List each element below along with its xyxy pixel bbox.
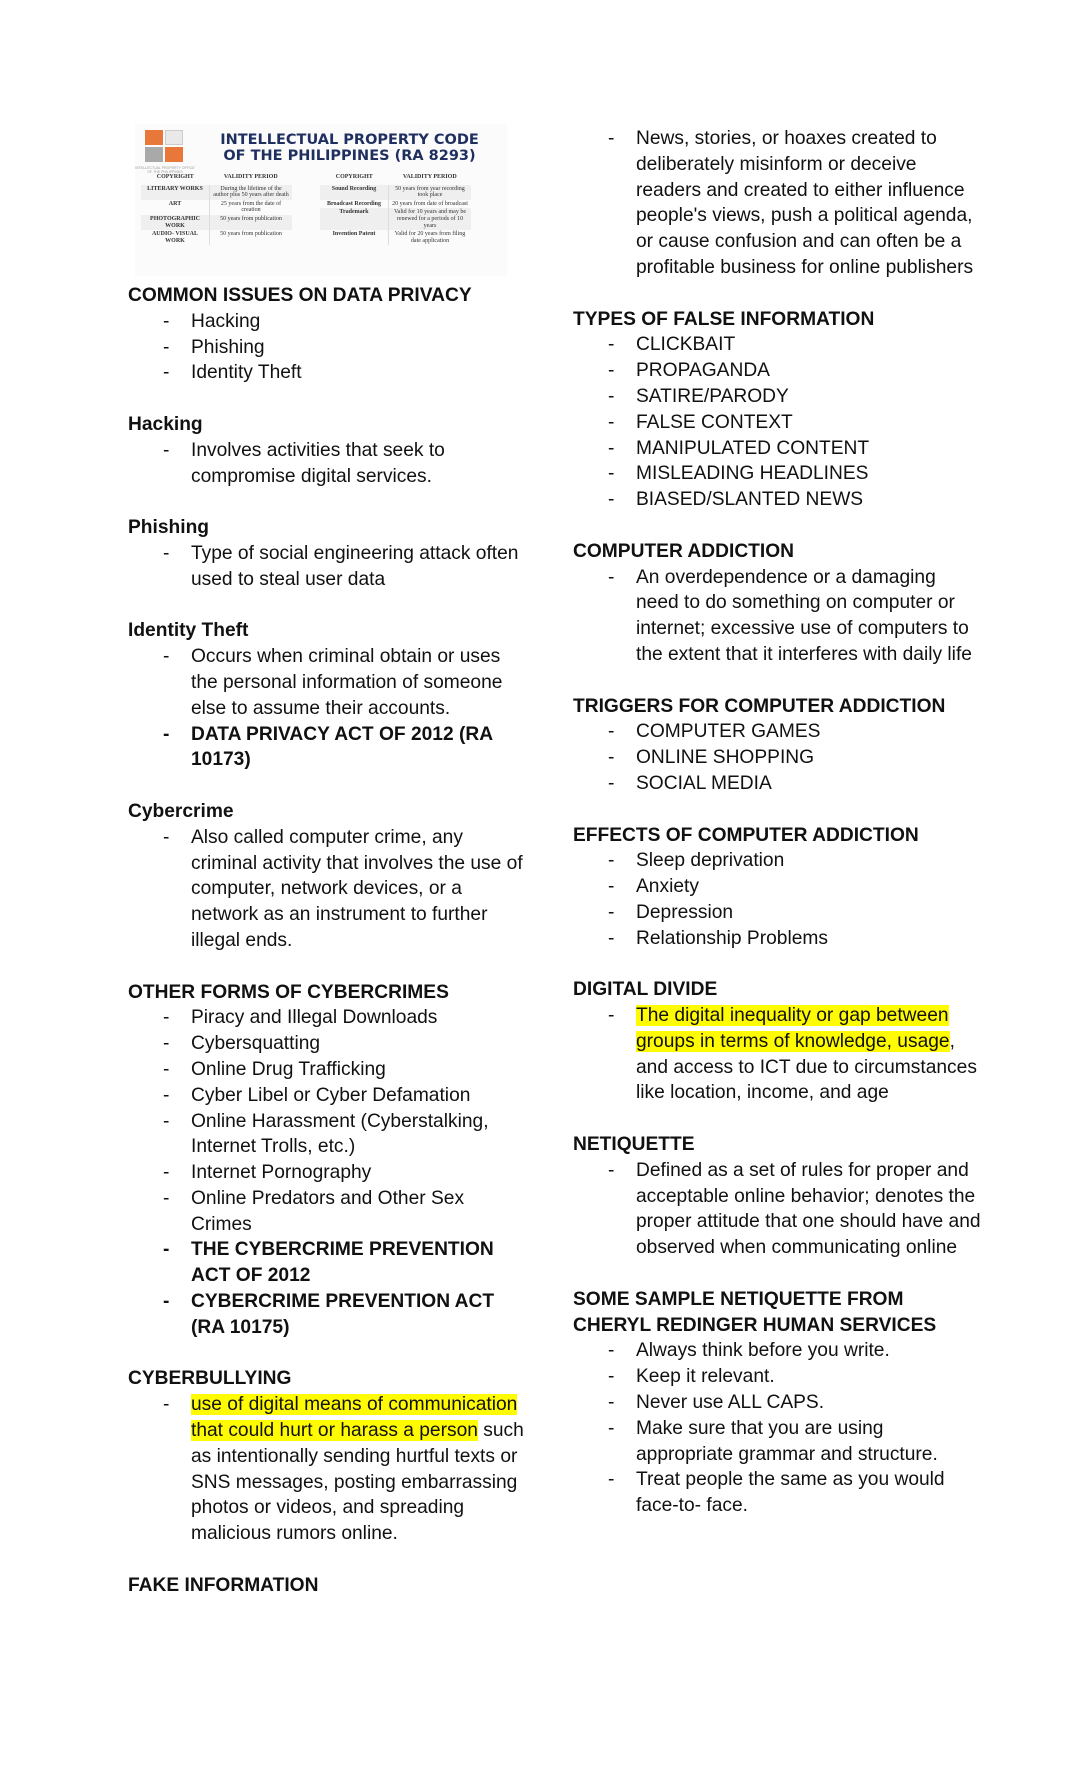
heading-other-forms: OTHER FORMS OF CYBERCRIMES (128, 981, 449, 1003)
list-item: - FALSE CONTEXT (636, 410, 983, 436)
list-item: - MANIPULATED CONTENT (636, 436, 983, 462)
list-item: - BIASED/SLANTED NEWS (636, 487, 983, 513)
list-item: - Make sure that you are using appropriate grammar and structure. (636, 1416, 983, 1468)
heading-fake-information: FAKE INFORMATION (128, 1574, 319, 1596)
highlighted-text: The digital inequality or gap between groups in terms of knowledge, usage (636, 1005, 950, 1052)
list-item: - MISLEADING HEADLINES (636, 461, 983, 487)
list-item: - Keep it relevant. (636, 1364, 983, 1390)
list-item: - Hacking (191, 309, 528, 335)
heading-digital-divide: DIGITAL DIVIDE (573, 979, 718, 1001)
list-item: - Never use ALL CAPS. (636, 1390, 983, 1416)
list-item: - Online Harassment (Cyberstalking, Internet Trolls, etc.) (191, 1109, 528, 1161)
list-item-law: - THE CYBERCRIME PREVENTION ACT OF 2012 (191, 1237, 528, 1289)
list-item: - An overdependence or a damaging need to do something on computer or internet; excessive use of computers to the extent that it interferes with daily life (636, 565, 983, 668)
list-item: - PROPAGANDA (636, 358, 983, 384)
heading-triggers: TRIGGERS FOR COMPUTER ADDICTION (573, 695, 946, 717)
highlighted-text: use of digital means of communication that could hurt or harass a person (191, 1394, 518, 1442)
heading-common-issues: COMMON ISSUES ON DATA PRIVACY (128, 285, 472, 306)
heading-sample-netiquette: SOME SAMPLE NETIQUETTE FROM CHERYL REDINGER HUMAN SERVICES (573, 1288, 937, 1336)
list-item: - Also called computer crime, any criminal activity that involves the use of computer, network devices, or a network as an instrument to further illegal ends. (191, 825, 528, 954)
list-item: - Depression (636, 900, 983, 926)
list-item: - Internet Pornography (191, 1160, 528, 1186)
heading-cyberbullying: CYBERBULLYING (128, 1368, 292, 1390)
heading-hacking: Hacking (128, 413, 203, 435)
list-item: - SOCIAL MEDIA (636, 771, 983, 797)
list-item: - Occurs when criminal obtain or uses the personal information of someone else to assume their accounts. (191, 644, 528, 721)
left-column (128, 283, 528, 1599)
heading-identity-theft: Identity Theft (128, 620, 249, 642)
list-item: - The digital inequality or gap between groups in terms of knowledge, usage, and access to ICT due to circumstances like location, income, and age (636, 1003, 983, 1106)
heading-netiquette: NETIQUETTE (573, 1134, 695, 1156)
list-item: - News, stories, or hoaxes created to deliberately misinform or deceive readers and created to either influence people's views, push a political agenda, or cause confusion and can often be a profitable business for online publishers (636, 126, 983, 281)
list-item: - COMPUTER GAMES (636, 719, 983, 745)
list-item-law: - CYBERCRIME PREVENTION ACT (RA 10175) (191, 1289, 528, 1341)
heading-types-false-info: TYPES OF FALSE INFORMATION (573, 308, 875, 330)
ip-code-infographic (135, 124, 507, 276)
list-item: - Phishing (191, 335, 528, 361)
list-item: - Always think before you write. (636, 1338, 983, 1364)
right-column (573, 126, 983, 1519)
copyright-table-left: COPYRIGHT VALIDITY PERIOD LITERARY WORKS During the lifetime of the author plus 50 years after death ART 25 years from the date of creation PHOTOGRAPHIC WORK 50 years from publication AUDIO- VISUAL WORK 50 years from publication (141, 172, 292, 245)
list-item: - Involves activities that seek to compromise digital services. (191, 438, 528, 490)
list-item: - ONLINE SHOPPING (636, 745, 983, 771)
list-item: - Piracy and Illegal Downloads (191, 1005, 528, 1031)
logo-caption: INTELLECTUAL PROPERTY OFFICE OF THE PHILIPPINES (135, 166, 195, 174)
list-item: - Relationship Problems (636, 926, 983, 952)
heading-cybercrime: Cybercrime (128, 800, 234, 822)
list-item: - SATIRE/PARODY (636, 384, 983, 410)
list-item: - Anxiety (636, 874, 983, 900)
list-item: - use of digital means of communication that could hurt or harass a person such as intentionally sending hurtful texts or SNS messages, posting embarrassing photos or videos, and spreading malicious rumors online. (191, 1392, 528, 1547)
list-item: - Online Predators and Other Sex Crimes (191, 1186, 528, 1238)
list-item-law: - DATA PRIVACY ACT OF 2012 (RA 10173) (191, 722, 528, 774)
list-item: - Type of social engineering attack often used to steal user data (191, 541, 528, 593)
copyright-table-right: COPYRIGHT VALIDITY PERIOD Sound Recording 50 years from year recording took place Broadcast Recording 20 years from date of broadcast Trademark Valid for 10 years and may be renewed for a periods of 10 years Invention Patent Valid for 20 years from filing date application (320, 172, 471, 245)
list-item: - Treat people the same as you would face-to- face. (636, 1467, 983, 1519)
list-item: - CLICKBAIT (636, 332, 983, 358)
heading-phishing: Phishing (128, 517, 210, 539)
ipophil-logo-icon (145, 130, 185, 164)
list-item: - Online Drug Trafficking (191, 1057, 528, 1083)
list-item: - Defined as a set of rules for proper and acceptable online behavior; denotes the proper attitude that one should have and observed when communicating online (636, 1158, 983, 1261)
list-item: - Cyber Libel or Cyber Defamation (191, 1083, 528, 1109)
list-item: - Identity Theft (191, 360, 528, 386)
infographic-title: INTELLECTUAL PROPERTY CODE OF THE PHILIPPINES (RA 8293) (220, 132, 479, 164)
list-item: - Sleep deprivation (636, 848, 983, 874)
heading-effects: EFFECTS OF COMPUTER ADDICTION (573, 824, 919, 846)
list-item: - Cybersquatting (191, 1031, 528, 1057)
section-common-issues (128, 283, 528, 1599)
heading-computer-addiction: COMPUTER ADDICTION (573, 540, 795, 562)
